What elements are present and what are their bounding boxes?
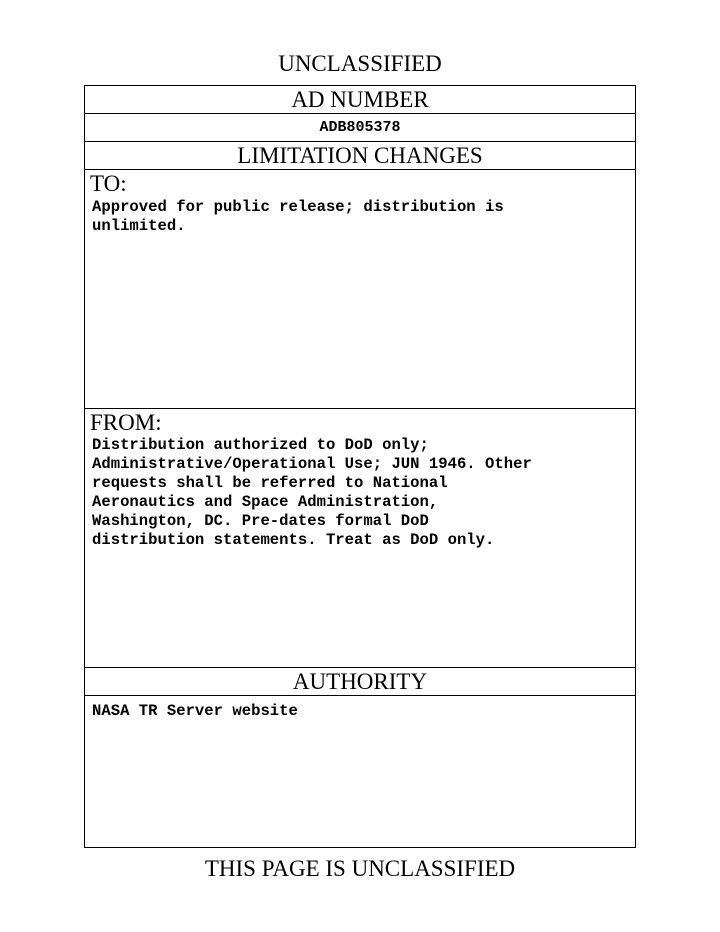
ad-number-label: AD NUMBER xyxy=(291,87,429,112)
ad-number-value-row xyxy=(85,114,635,142)
to-label: TO: xyxy=(90,171,127,196)
ad-number-value: ADB805378 xyxy=(319,119,401,136)
ad-number-header-row xyxy=(85,86,635,114)
from-label: FROM: xyxy=(90,410,162,435)
authority-label: AUTHORITY xyxy=(292,669,428,694)
limitation-changes-form xyxy=(84,85,636,848)
limitation-changes-row xyxy=(85,142,635,170)
to-text: Approved for public release; distribution is unlimited. xyxy=(92,198,504,235)
authority-header-row xyxy=(85,668,635,696)
limitation-changes-label: LIMITATION CHANGES xyxy=(237,143,483,168)
to-section xyxy=(85,170,635,409)
from-section xyxy=(85,409,635,668)
authority-text: NASA TR Server website xyxy=(92,702,298,720)
classification-header: UNCLASSIFIED xyxy=(278,51,442,76)
authority-section xyxy=(85,696,635,847)
from-text: Distribution authorized to DoD only; Administrative/Operational Use; JUN 1946. Other requests shall be referred to National Aeronautics and Space Administration, Washington, DC. Pre-dates formal DoD distribution statements. Treat as DoD only. xyxy=(92,436,532,549)
classification-footer: THIS PAGE IS UNCLASSIFIED xyxy=(204,856,516,881)
